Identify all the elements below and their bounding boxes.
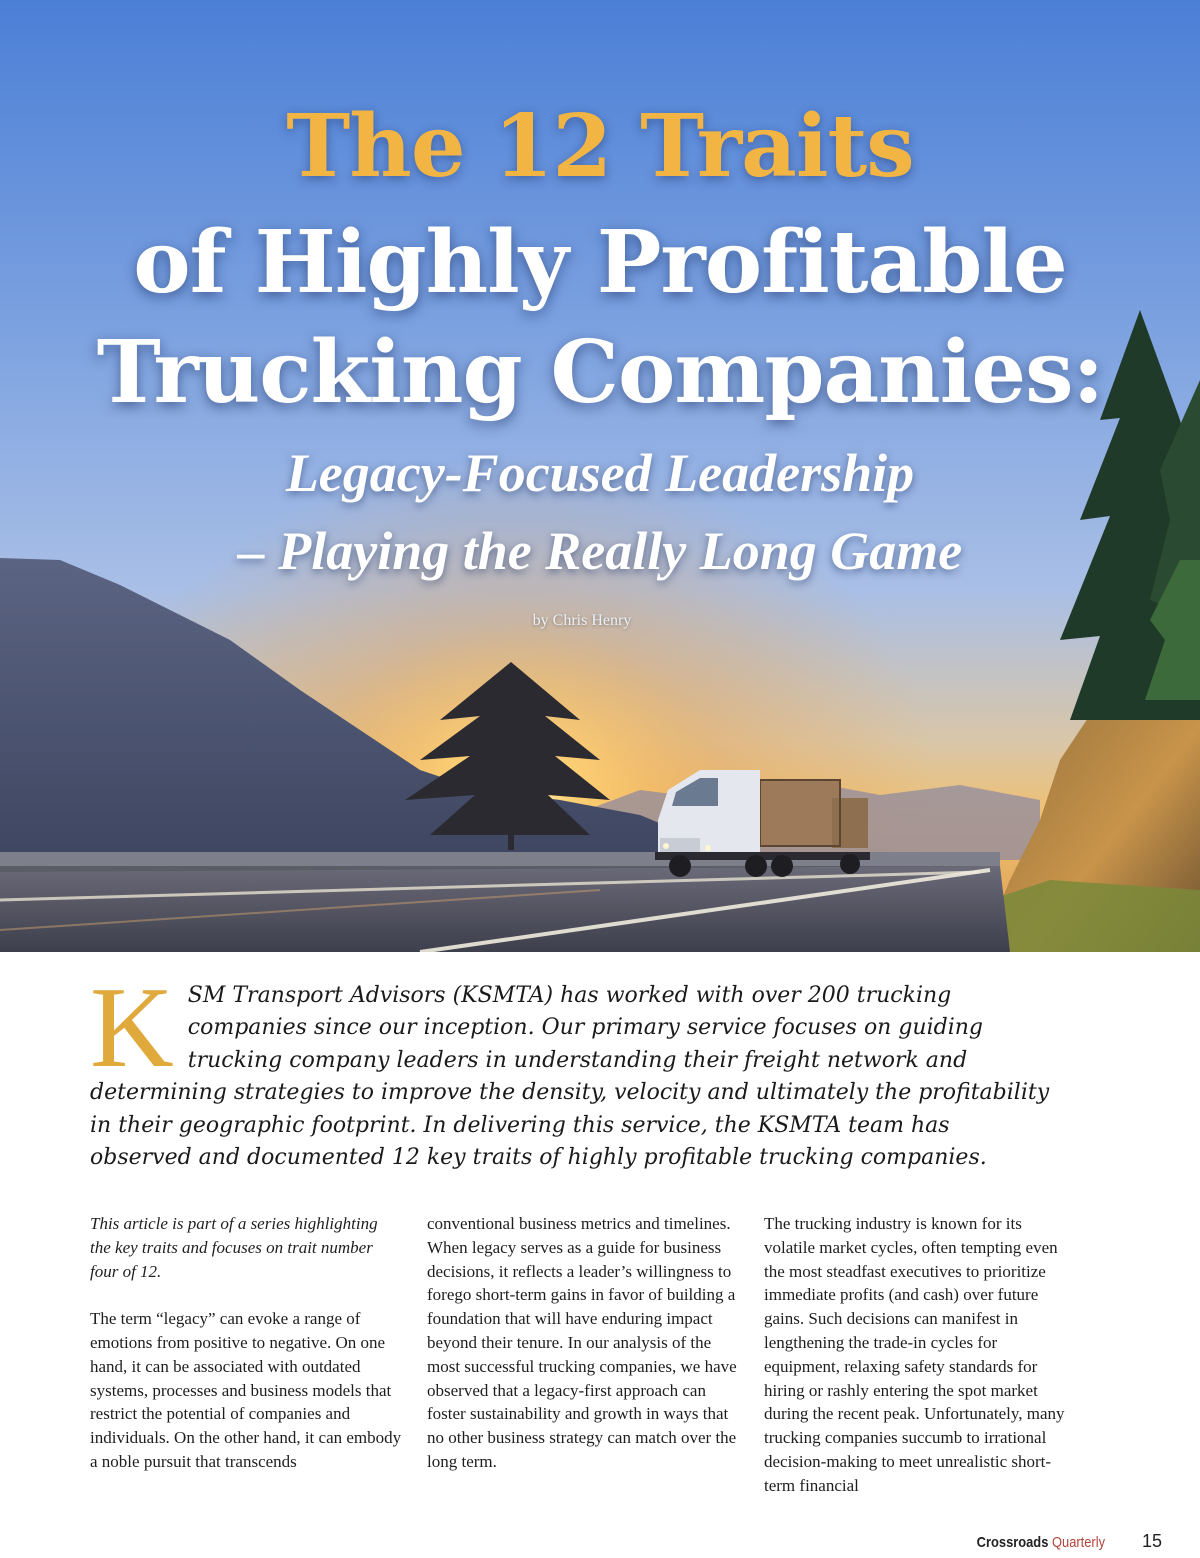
body-columns (90, 1212, 1080, 1495)
author-byline: by Chris Henry (532, 612, 632, 629)
page-number: 15 (1141, 1531, 1162, 1551)
column-3 (764, 1212, 1076, 1498)
intro-text: SM Transport Advisors (KSMTA) has worked with over 200 trucking companies since our inception. Our primary service focuses on guiding trucking company leaders in understanding their freight network and determining strategies to improve the density, velocity and ultimately the profitability in their geographic footprint. In delivering this service, the KSMTA team has observed and documented 12 key traits of highly profitable trucking companies. (90, 983, 1050, 1171)
magazine-name-light: Quarterly (1052, 1534, 1106, 1551)
magazine-name-bold: Crossroads (976, 1534, 1049, 1551)
article-title-line-1: The 12 Traits (286, 96, 914, 197)
column-3-paragraph: The trucking industry is known for its volatile market cycles, often tempting even the most steadfast executives to prioritize immediate profits (and cash) over future gains. Such decisions can manifest in lengthening the trade-in cycles for equipment, relaxing safety standards for hiring or rashly entering the spot market during the recent peak. Unfortunately, many trucking companies succumb to irrational decision-making to meet unrealistic short-term financial (764, 1214, 1065, 1495)
article-title-line-2: of Highly Profitable (133, 212, 1067, 313)
column-1-paragraph: The term “legacy” can evoke a range of emotions from positive to negative. On one hand, it can be associated with outdated systems, processes and business models that restrict the potential of companies and individuals. On the other hand, it can embody a noble pursuit that transcends (90, 1309, 402, 1471)
page-footer (965, 1531, 1162, 1557)
column-2-paragraph: conventional business metrics and timelines. When legacy serves as a guide for business decisions, it reflects a leader’s willingness to forego short-term gains in favor of building a foundation that will have enduring impact beyond their tenure. In our analysis of the most successful trucking companies, we have observed that a legacy-first approach can foster sustainability and growth in ways that no other business strategy can match over the long term. (427, 1214, 737, 1471)
article-title-line-3: Trucking Companies: (96, 322, 1104, 423)
article-subtitle-line-2: – Playing the Really Long Game (237, 521, 963, 581)
series-note: This article is part of a series highlighting the key traits and focuses on trait number four of 12. (90, 1214, 378, 1281)
drop-cap: K (90, 964, 174, 1092)
article-subtitle-line-1: Legacy-Focused Leadership (285, 443, 915, 503)
column-1 (90, 1212, 402, 1474)
intro-paragraph (90, 964, 1050, 1174)
column-2 (427, 1212, 739, 1474)
